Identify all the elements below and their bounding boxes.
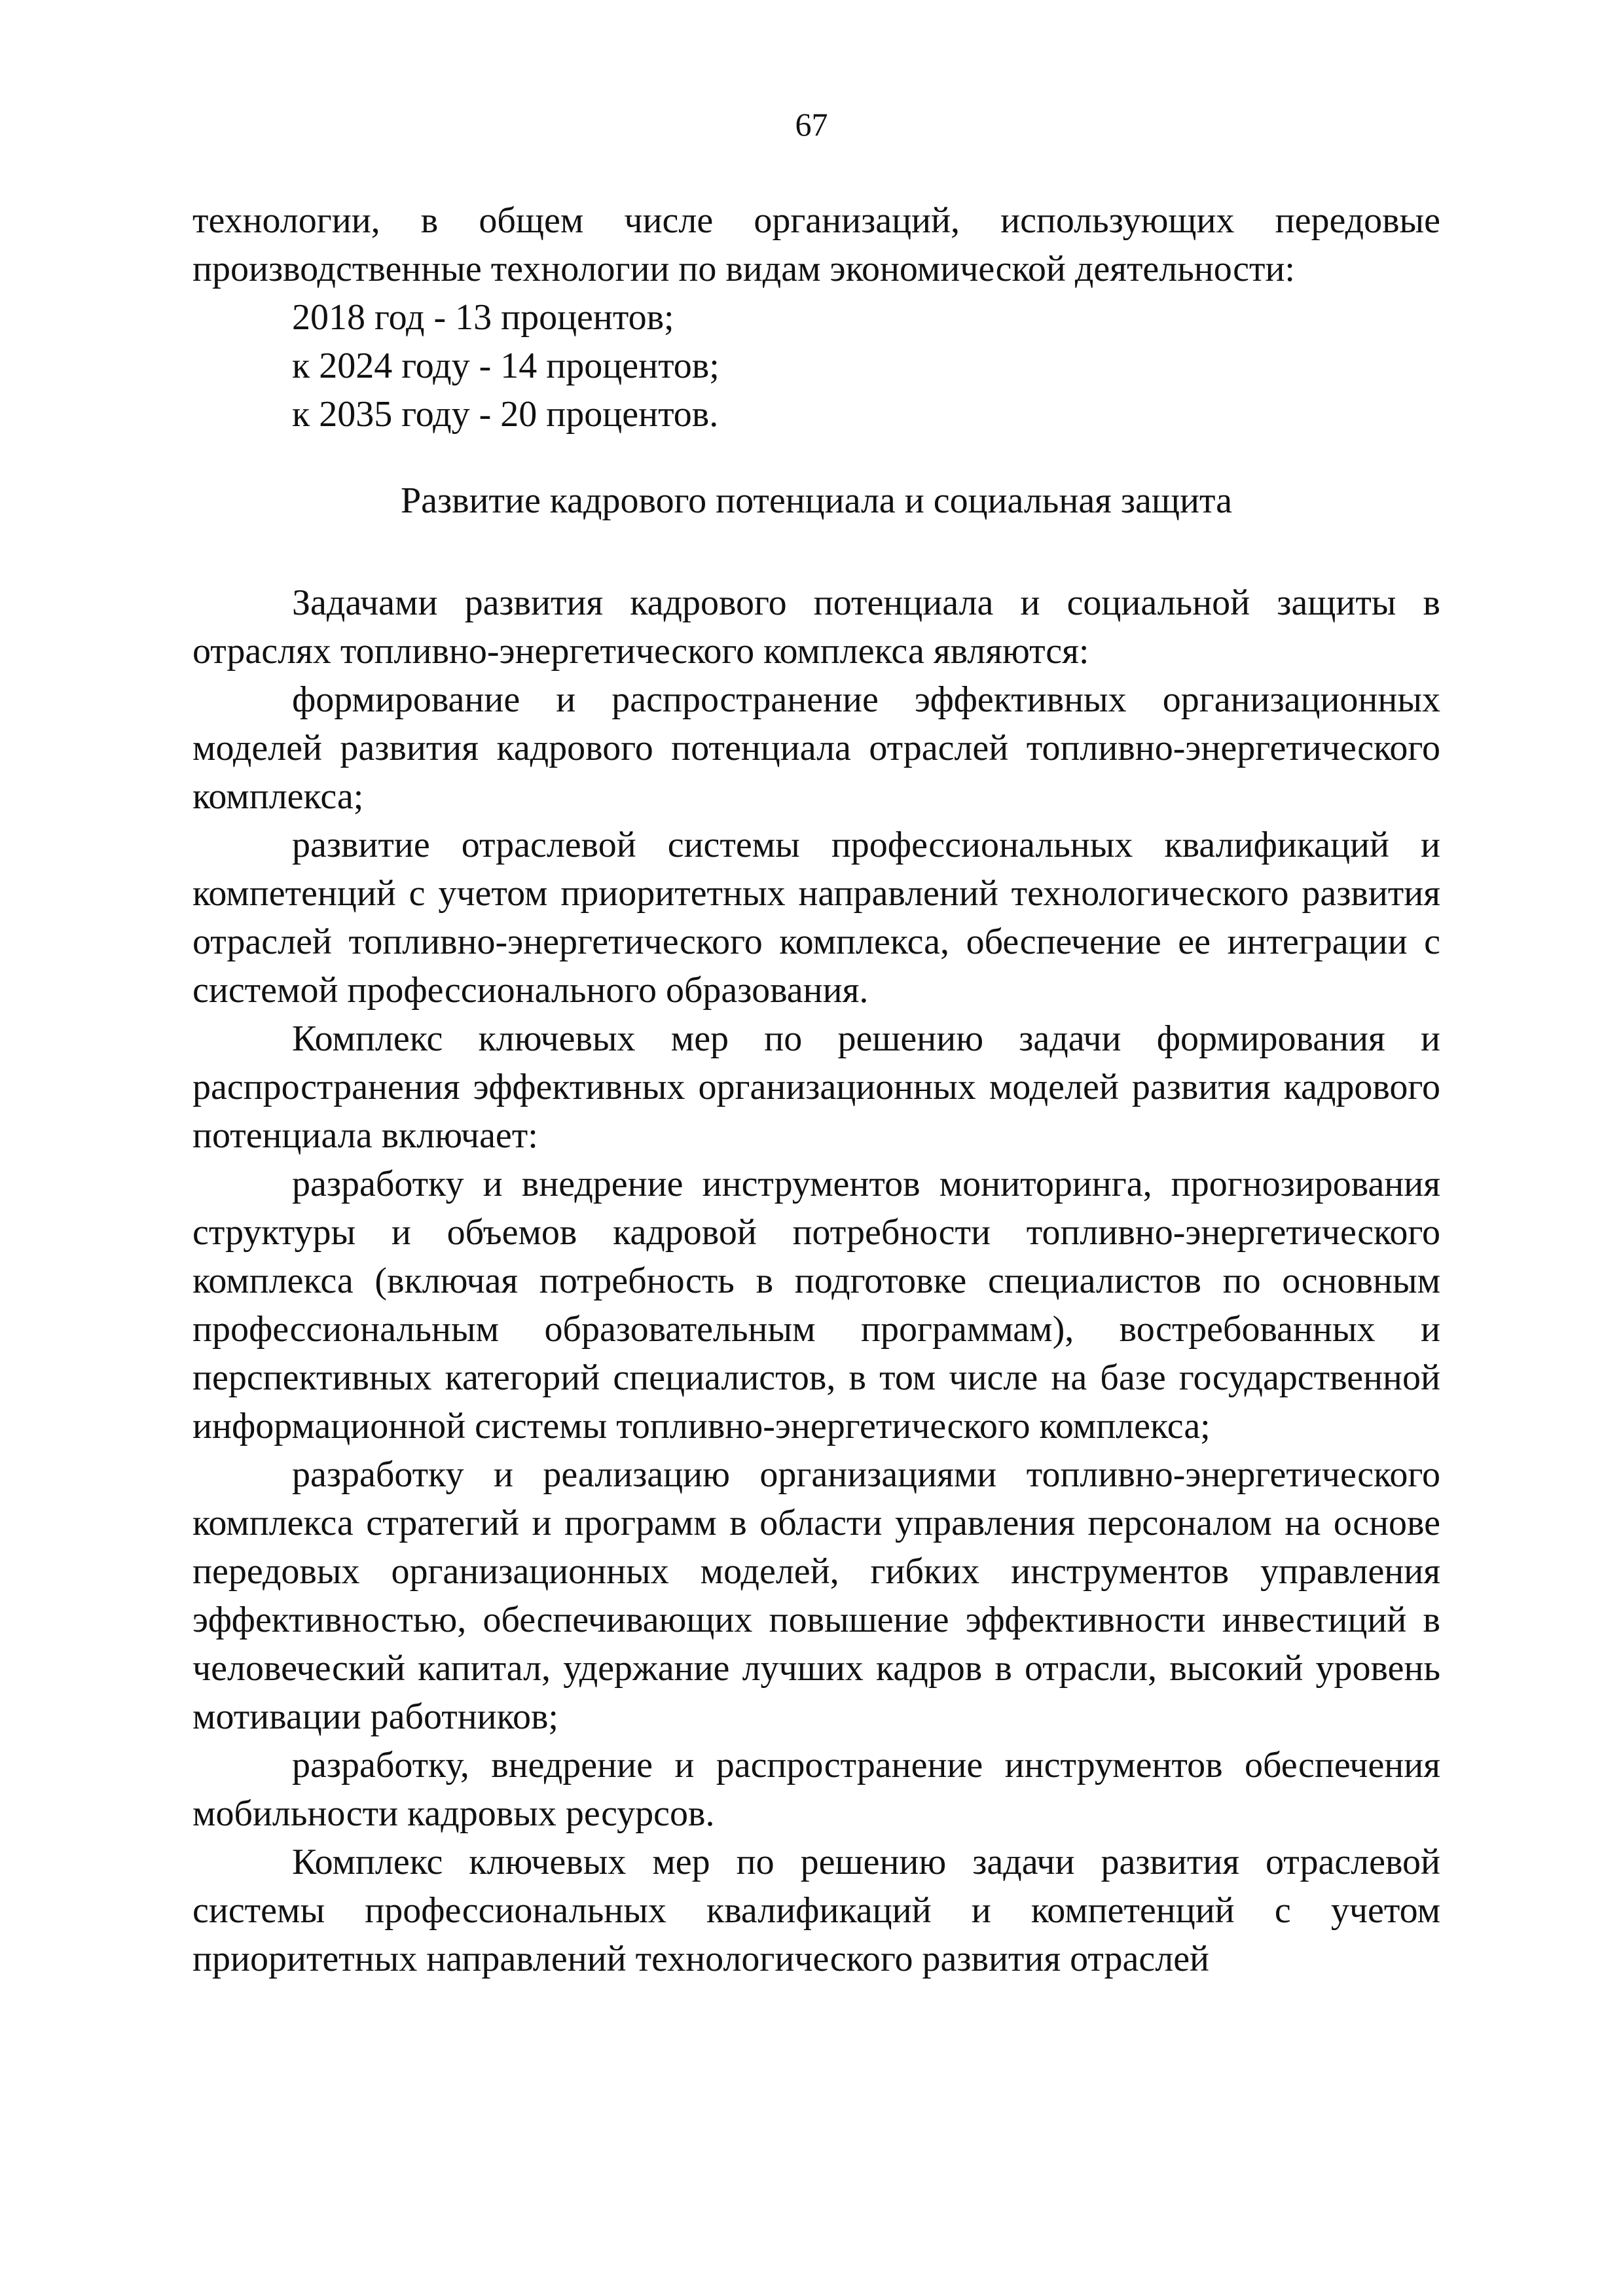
measure-item-monitoring: разработку и внедрение инструментов мониторинга, прогнозирования структуры и объемов кадровой потребности топливно-энергетического комплекса (включая потребность в подготовке специалистов по основным профессиональным образовательным программам), востребованных и перспективных категорий специалистов, в том числе на базе государственной информационной системы топливно-энергетического комплекса; xyxy=(192,1164,1440,1446)
page-body xyxy=(192,196,1440,1983)
intro-continuation-paragraph: технологии, в общем числе организаций, использующих передовые производственные технологии по видам экономической деятельности: xyxy=(192,200,1440,289)
measure-item-mobility: разработку, внедрение и распространение инструментов обеспечения мобильности кадровых ресурсов. xyxy=(192,1745,1440,1834)
target-2018: 2018 год - 13 процентов; xyxy=(292,297,674,338)
page-number: 67 xyxy=(795,106,828,143)
measures-intro-paragraph: Комплекс ключевых мер по решению задачи формирования и распространения эффективных организационных моделей развития кадрового потенциала включает: xyxy=(192,1018,1440,1156)
measures-qualifications-paragraph: Комплекс ключевых мер по решению задачи развития отраслевой системы профессиональных квалификаций и компетенций с учетом приоритетных направлений технологического развития отраслей xyxy=(192,1842,1440,1979)
target-2035: к 2035 году - 20 процентов. xyxy=(292,394,719,435)
task-item-organizational-models: формирование и распространение эффективных организационных моделей развития кадрового потенциала отраслей топливно-энергетического комплекса; xyxy=(192,679,1440,817)
measure-item-hr-strategies: разработку и реализацию организациями топливно-энергетического комплекса стратегий и программ в области управления персоналом на основе передовых организационных моделей, гибких инструментов управления эффективностью, обеспечивающих повышение эффективности инвестиций в человеческий капитал, удержание лучших кадров в отрасли, высокий уровень мотивации работников; xyxy=(192,1454,1440,1737)
tasks-intro-paragraph: Задачами развития кадрового потенциала и социальной защиты в отраслях топливно-энергетического комплекса являются: xyxy=(192,583,1440,672)
section-heading: Развитие кадрового потенциала и социальная защита xyxy=(400,480,1233,521)
target-2024: к 2024 году - 14 процентов; xyxy=(292,346,720,386)
task-item-qualifications-system: развитие отраслевой системы профессиональных квалификаций и компетенций с учетом приоритетных направлений технологического развития отраслей топливно-энергетического комплекса, обеспечение ее интеграции с системой профессионального образования. xyxy=(192,825,1440,1011)
